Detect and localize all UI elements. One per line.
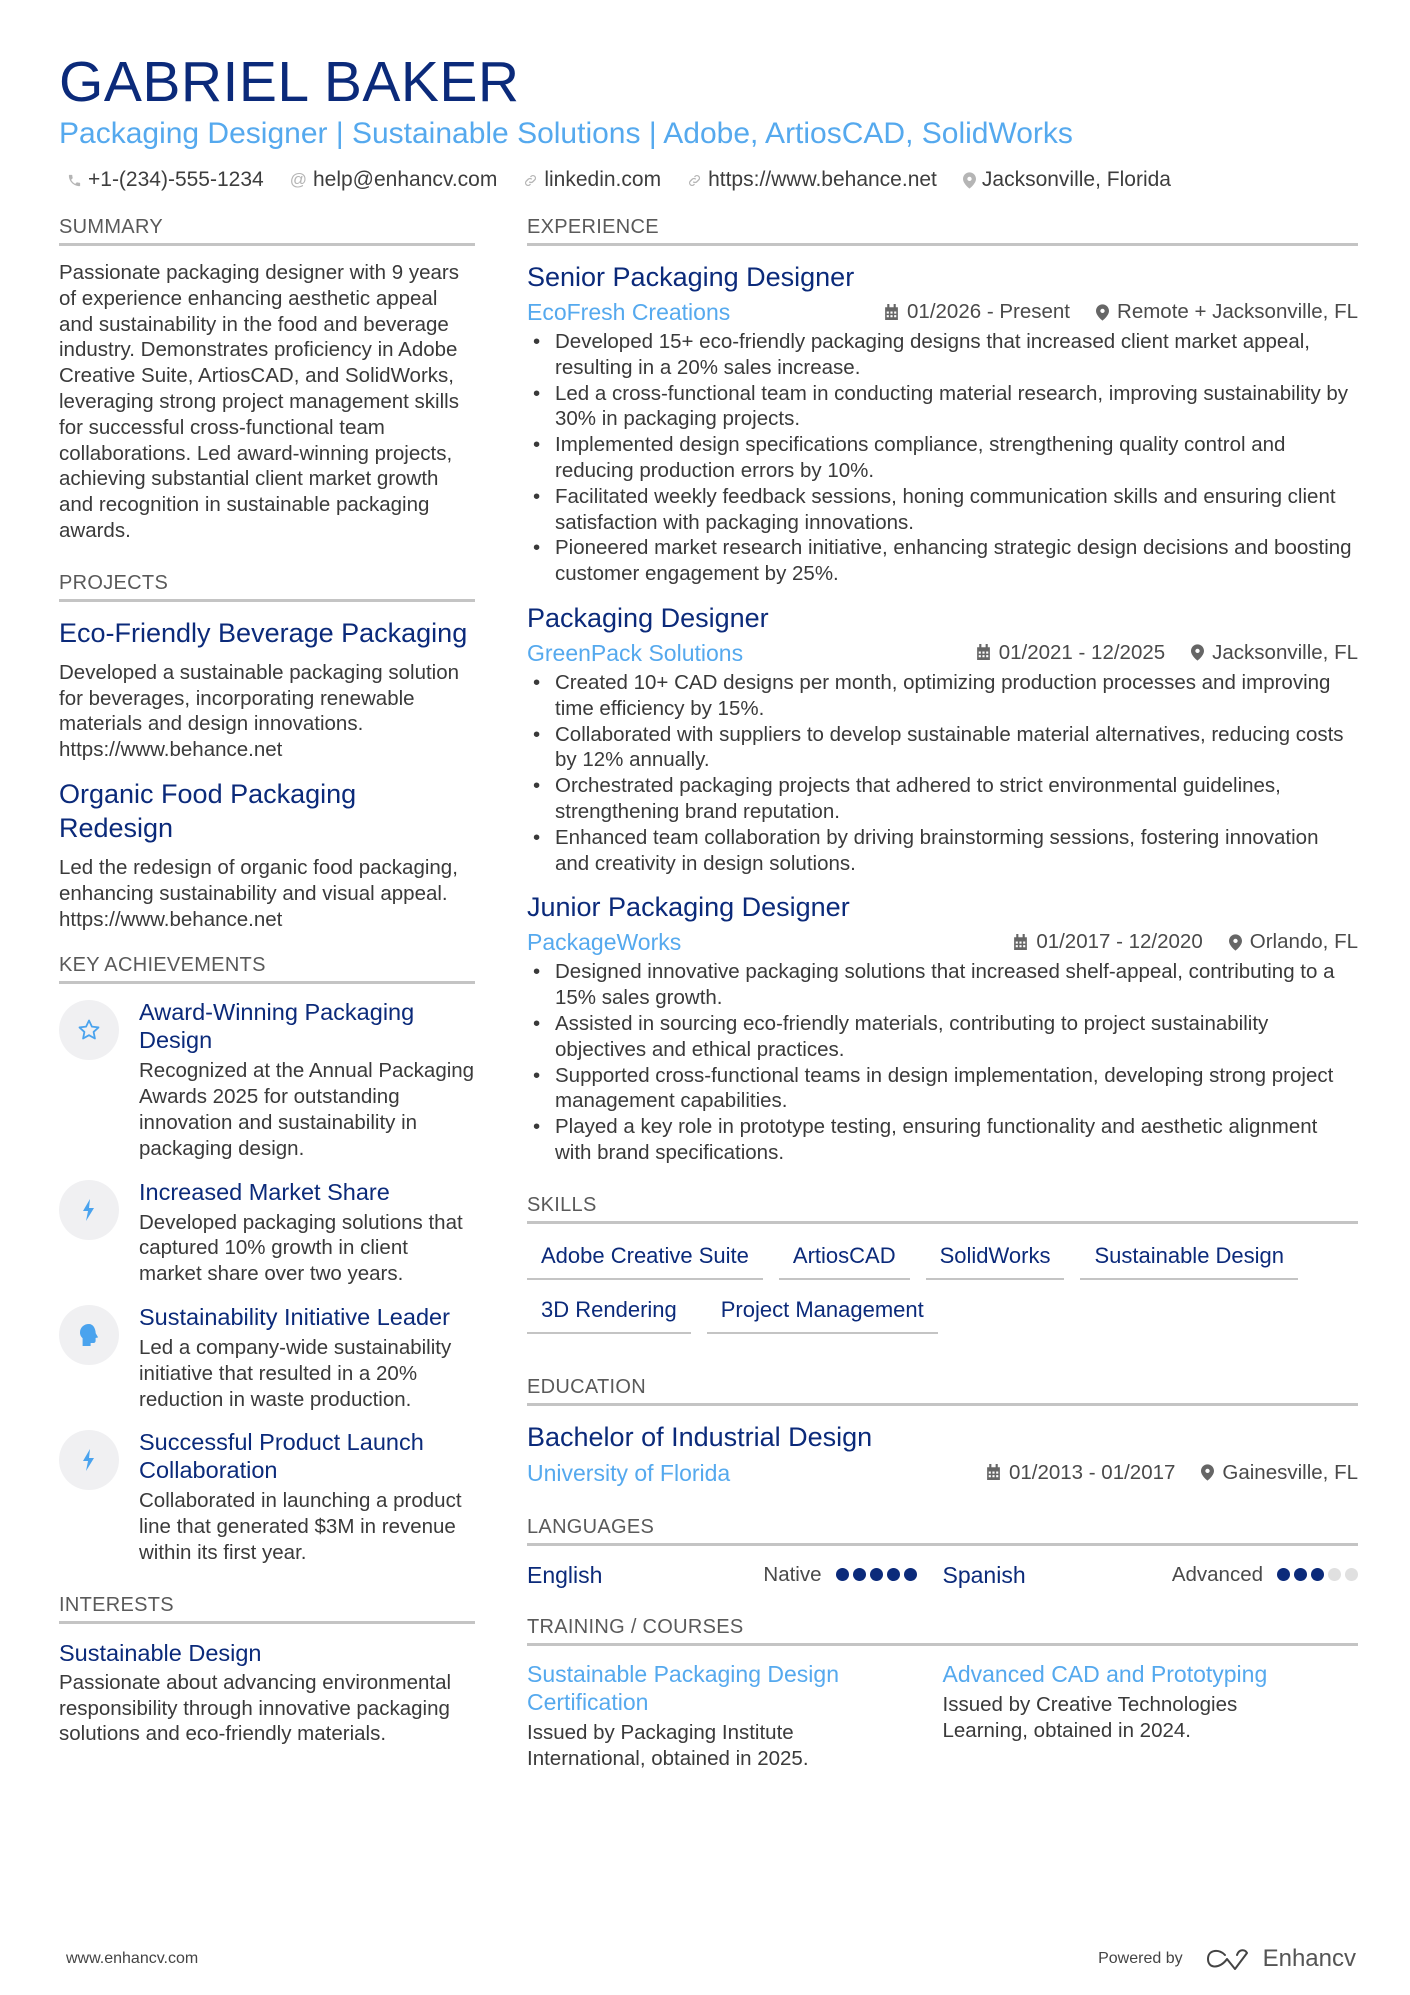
degree-title: Bachelor of Industrial Design: [527, 1421, 873, 1452]
section-title-summary: SUMMARY: [59, 214, 475, 246]
brand-logo[interactable]: [1205, 1945, 1356, 1973]
location-icon: [1191, 644, 1204, 661]
education-section: [527, 1374, 1358, 1488]
contact-phone[interactable]: [67, 168, 264, 192]
language-item: [527, 1560, 943, 1590]
interest-description: Passionate about advancing environmental responsibility through innovative packaging solutions and eco-friendly materials.: [59, 1670, 452, 1746]
contact-linkedin-text: linkedin.com: [544, 168, 662, 191]
job-bullets: [527, 959, 1358, 1165]
course-title: Sustainable Packaging Design Certification: [527, 1660, 839, 1715]
project-title: Eco-Friendly Beverage Packaging: [59, 617, 468, 648]
course-description: Issued by Creative Technologies Learning, obtained in 2024.: [942, 1692, 1238, 1742]
language-name: English: [527, 1561, 603, 1588]
job-bullet: • Pioneered market research initiative, enhancing strategic design decisions and boosting customer engagement by 25%.: [527, 535, 1358, 587]
contact-email[interactable]: [290, 168, 498, 192]
location-icon: [963, 172, 976, 189]
contact-behance-text: https://www.behance.net: [708, 168, 937, 191]
project-item: [59, 616, 475, 763]
job-dates: 01/2026 - Present: [907, 300, 1071, 323]
powered-by-label: Powered by: [1098, 1950, 1183, 1967]
skills-section: [527, 1192, 1358, 1334]
page-footer: [66, 1945, 1356, 1973]
course-item: [943, 1660, 1359, 1772]
section-title-education: EDUCATION: [527, 1374, 1358, 1406]
languages-list: [527, 1560, 1358, 1590]
job-bullet: • Assisted in sourcing eco-friendly materials, contributing to project sustainability objectives and ethical practices.: [527, 1011, 1358, 1063]
contact-location-text: Jacksonville, Florida: [981, 168, 1171, 191]
job-title: Senior Packaging Designer: [527, 262, 855, 292]
achievement-description: Developed packaging solutions that captured 10% growth in client market share over two years.: [139, 1210, 463, 1286]
skill-tag: Adobe Creative Suite: [527, 1238, 763, 1280]
job-entry: [527, 260, 1358, 587]
achievement-item: [59, 1178, 475, 1287]
course-description: Issued by Packaging Institute International, obtained in 2025.: [527, 1720, 809, 1770]
achievement-description: Recognized at the Annual Packaging Awards 2025 for outstanding innovation and sustainability in packaging design.: [139, 1059, 475, 1160]
section-title-projects: PROJECTS: [59, 570, 475, 602]
project-item: [59, 777, 475, 932]
skill-tag: 3D Rendering: [527, 1292, 691, 1334]
lightning-icon: [59, 1180, 119, 1240]
at-icon: @: [289, 170, 307, 189]
course-title: Advanced CAD and Prototyping: [942, 1660, 1268, 1687]
job-entry: [527, 890, 1358, 1165]
school-name: University of Florida: [527, 1459, 731, 1486]
link-icon: [687, 173, 702, 188]
job-bullet: • Played a key role in prototype testing, ensuring functionality and aesthetic alignment with brand specifications.: [527, 1114, 1358, 1166]
skills-list: [527, 1238, 1358, 1334]
calendar-icon: [1013, 934, 1028, 951]
contact-phone-text: +1-(234)-555-1234: [88, 168, 264, 191]
left-column: [59, 214, 475, 1747]
job-dates: 01/2017 - 12/2020: [1036, 930, 1203, 954]
achievement-item: [59, 1303, 475, 1412]
section-title-achievements: KEY ACHIEVEMENTS: [59, 952, 475, 984]
achievement-item: [59, 998, 475, 1161]
education-dates: 01/2013 - 01/2017: [1008, 1460, 1176, 1484]
projects-section: [59, 570, 475, 933]
link-icon: [523, 173, 538, 188]
summary-section: [59, 214, 475, 544]
company-name: GreenPack Solutions: [527, 639, 744, 666]
job-location: Remote + Jacksonville, FL: [1117, 300, 1358, 323]
calendar-icon: [986, 1464, 1001, 1481]
job-bullet: • Designed innovative packaging solutions that increased shelf-appeal, contributing to a 15% sales growth.: [527, 959, 1358, 1011]
head-idea-icon: [59, 1305, 119, 1365]
skill-tag: SolidWorks: [926, 1238, 1065, 1280]
job-bullet: • Orchestrated packaging projects that adhered to strict environmental guidelines, strengthening brand reputation.: [527, 773, 1358, 825]
job-bullets: [527, 670, 1358, 876]
job-bullet: • Created 10+ CAD designs per month, optimizing production processes and improving time efficiency by 15%.: [527, 670, 1358, 722]
courses-list: [527, 1660, 1358, 1772]
section-title-interests: INTERESTS: [59, 1592, 475, 1624]
job-bullet: • Supported cross-functional teams in design implementation, developing strong project management capabilities.: [527, 1063, 1358, 1115]
job-bullet: • Facilitated weekly feedback sessions, honing communication skills and ensuring client satisfaction with packaging innovations.: [527, 484, 1358, 536]
calendar-icon: [884, 304, 899, 321]
candidate-headline: Packaging Designer | Sustainable Solutions | Adobe, ArtiosCAD, SolidWorks: [59, 117, 1073, 150]
enhancv-logo-icon: [1205, 1947, 1251, 1971]
job-bullet: • Developed 15+ eco-friendly packaging designs that increased client market appeal, resulting in a 20% sales increase.: [527, 329, 1358, 381]
job-location: Orlando, FL: [1249, 930, 1358, 954]
job-bullet: • Collaborated with suppliers to develop sustainable material alternatives, reducing costs by 12% annually.: [527, 722, 1358, 774]
language-rating-dots: [836, 1568, 917, 1581]
contact-bar: [59, 168, 1359, 192]
right-column: [527, 214, 1358, 1771]
skill-tag: Sustainable Design: [1080, 1238, 1298, 1280]
section-title-languages: LANGUAGES: [527, 1514, 1358, 1546]
contact-email-text: help@enhancv.com: [312, 168, 498, 191]
interest-title: Sustainable Design: [59, 1639, 262, 1666]
contact-behance[interactable]: [687, 168, 937, 192]
job-dates: 01/2021 - 12/2025: [998, 640, 1166, 664]
education-location: Gainesville, FL: [1222, 1460, 1358, 1484]
achievement-title: Successful Product Launch Collaboration: [139, 1429, 424, 1484]
job-bullets: [527, 329, 1358, 587]
project-description: Developed a sustainable packaging solution for beverages, incorporating renewable materials and design innovations. https://www.behance.net: [59, 660, 460, 762]
language-item: [943, 1560, 1359, 1590]
job-bullet: • Implemented design specifications compliance, strengthening quality control and reducing production errors by 10%.: [527, 432, 1358, 484]
language-rating-dots: [1277, 1568, 1358, 1581]
achievement-title: Increased Market Share: [139, 1178, 390, 1205]
resume-header: [59, 50, 1359, 192]
summary-text: Passionate packaging designer with 9 years of experience enhancing aesthetic appeal and sustainability in the food and beverage industry. Demonstrates proficiency in Adobe Creative Suite, ArtiosCAD, and SolidWorks, leveraging strong project management skills for successful cross-functional team collaborations. Led award-winning projects, achieving substantial client market growth and recognition in sustainable packaging awards.: [59, 261, 459, 542]
powered-by: [1098, 1945, 1356, 1973]
achievements-section: [59, 952, 475, 1565]
contact-linkedin[interactable]: [523, 168, 661, 192]
contact-location: [963, 168, 1171, 192]
skill-tag: Project Management: [707, 1292, 938, 1334]
phone-icon: [67, 173, 82, 188]
company-name: EcoFresh Creations: [527, 299, 731, 325]
skill-tag: ArtiosCAD: [779, 1238, 910, 1280]
brand-name: Enhancv: [1262, 1945, 1356, 1972]
job-bullet: • Led a cross-functional team in conducting material research, improving sustainability by 30% in packaging projects.: [527, 381, 1358, 433]
achievement-description: Collaborated in launching a product line that generated $3M in revenue within its first year.: [139, 1489, 462, 1564]
languages-section: [527, 1514, 1358, 1590]
training-section: [527, 1614, 1358, 1772]
job-bullet: • Enhanced team collaboration by driving brainstorming sessions, fostering innovation and creativity in design solutions.: [527, 825, 1358, 877]
project-description: Led the redesign of organic food packaging, enhancing sustainability and visual appeal. https://www.behance.net: [59, 855, 458, 931]
job-entry: [527, 601, 1358, 876]
language-level: Native: [763, 1562, 822, 1586]
language-level: Advanced: [1171, 1562, 1263, 1586]
location-icon: [1096, 304, 1109, 321]
company-name: PackageWorks: [527, 929, 682, 956]
lightning-icon: [59, 1430, 119, 1490]
achievement-description: Led a company-wide sustainability initiative that resulted in a 20% reduction in waste production.: [139, 1335, 452, 1411]
calendar-icon: [976, 644, 991, 661]
project-title: Organic Food Packaging Redesign: [59, 778, 357, 843]
job-location: Jacksonville, FL: [1212, 640, 1358, 664]
course-item: [527, 1660, 943, 1772]
experience-section: [527, 214, 1358, 1166]
location-icon: [1201, 1464, 1214, 1481]
job-title: Packaging Designer: [527, 602, 769, 633]
section-title-training: TRAINING / COURSES: [527, 1614, 1358, 1646]
section-title-experience: EXPERIENCE: [527, 214, 1358, 246]
language-name: Spanish: [942, 1561, 1026, 1588]
achievement-title: Sustainability Initiative Leader: [139, 1303, 450, 1330]
location-icon: [1229, 934, 1242, 951]
candidate-name: GABRIEL BAKER: [59, 50, 520, 114]
section-title-skills: SKILLS: [527, 1192, 1358, 1224]
job-title: Junior Packaging Designer: [527, 892, 850, 923]
achievement-title: Award-Winning Packaging Design: [139, 999, 415, 1054]
achievement-item: [59, 1428, 475, 1565]
interests-section: [59, 1592, 475, 1747]
footer-url[interactable]: www.enhancv.com: [66, 1950, 199, 1967]
star-icon: [59, 1000, 119, 1060]
